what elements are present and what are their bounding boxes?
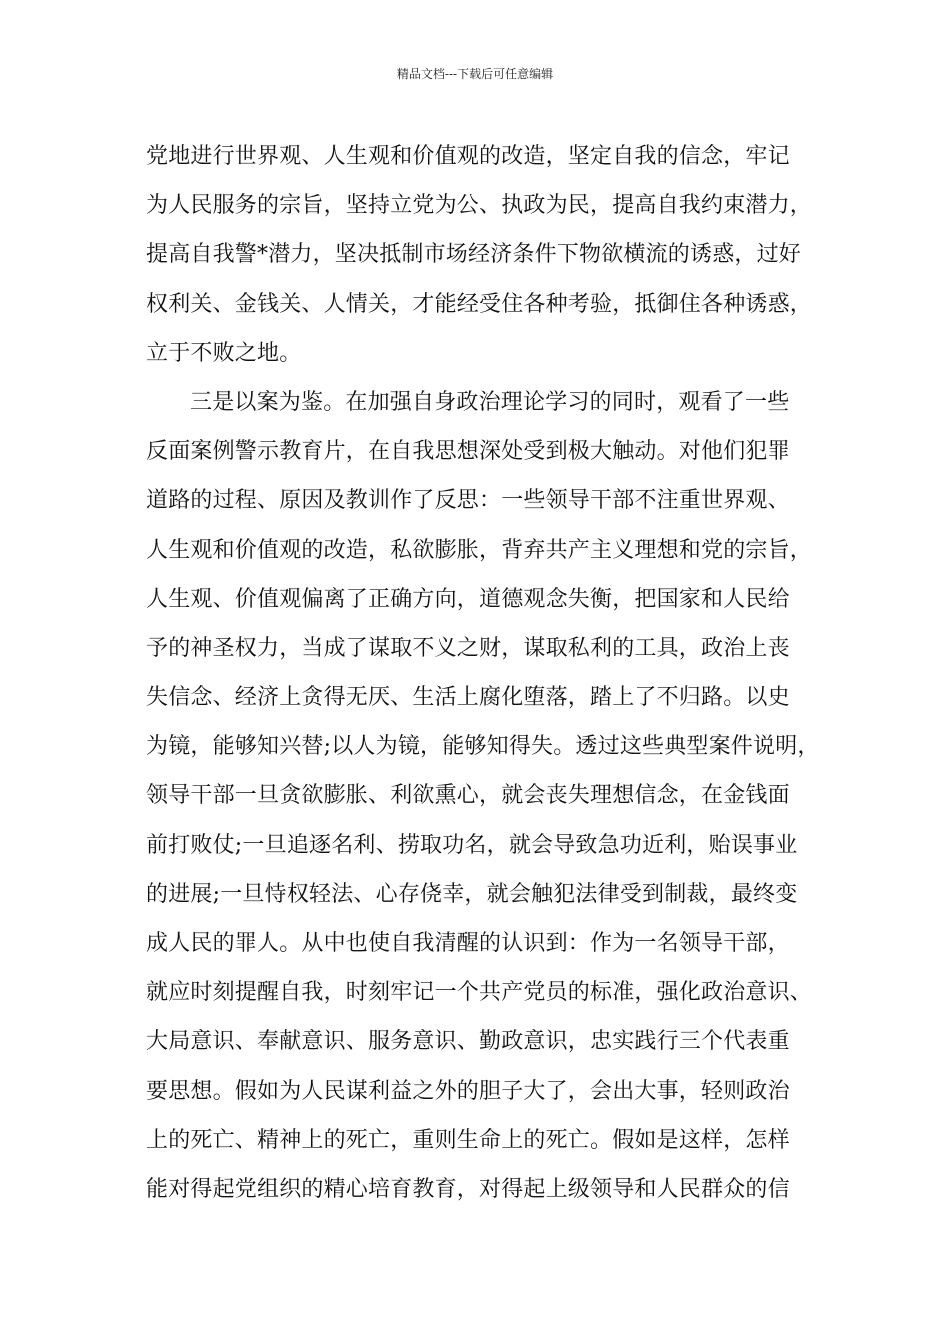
text-line: 予的神圣权力，当成了谋取不义之财，谋取私利的工具，政治上丧 [146,635,790,661]
text-line: 成人民的罪人。从中也使自我清醒的认识到：作为一名领导干部， [146,931,790,956]
text-line: 要思想。假如为人民谋利益之外的胆子大了，会出大事，轻则政治 [146,1078,790,1104]
text-line: 前打败仗;一旦追逐名利、捞取功名，就会导致急功近利，贻误事业 [146,832,798,858]
text-line: 提高自我警*潜力，坚决抵制市场经济条件下物欲横流的诱惑，过好 [146,242,802,268]
text-line: 反面案例警示教育片，在自我思想深处受到极大触动。对他们犯罪 [146,439,790,465]
text-line: 能对得起党组织的精心培育教育，对得起上级领导和人民群众的信 [146,1176,790,1202]
page-header: 精品文档---下载后可任意编辑 [396,67,554,81]
text-line: 失信念、经济上贪得无厌、生活上腐化堕落，踏上了不归路。以史 [146,685,790,711]
body-text [146,132,830,1214]
text-line: 上的死亡、精神上的死亡，重则生命上的死亡。假如是这样，怎样 [146,1127,790,1153]
text-line: 立于不败之地。 [146,340,302,366]
text-line: 党地进行世界观、人生观和价值观的改造，坚定自我的信念，牢记 [146,144,790,169]
text-line: 为人民服务的宗旨，坚持立党为公、执政为民，提高自我约束潜力， [146,193,813,219]
text-line: 人生观和价值观的改造，私欲膨胀，背弃共产主义理想和党的宗旨， [146,537,813,563]
text-line: 为镜，能够知兴替;以人为镜，能够知得失。透过这些典型案件说明， [146,734,820,760]
text-line: 的进展;一旦恃权轻法、心存侥幸，就会触犯法律受到制裁，最终变 [146,881,798,907]
text-line: 领导干部一旦贪欲膨胀、利欲熏心，就会丧失理想信念，在金钱面 [146,783,790,809]
paragraph-start-line: 三是以案为鉴。在加强自身政治理论学习的同时，观看了一些 [190,389,790,415]
text-line: 权利关、金钱关、人情关，才能经受住各种考验，抵御住各种诱惑， [146,291,813,317]
text-line: 道路的过程、原因及教训作了反思：一些领导干部不注重世界观、 [146,488,790,514]
text-line: 大局意识、奉献意识、服务意识、勤政意识，忠实践行三个代表重 [146,1029,790,1055]
text-line: 就应时刻提醒自我，时刻牢记一个共产党员的标准，强化政治意识、 [146,980,813,1006]
text-line: 人生观、价值观偏离了正确方向，道德观念失衡，把国家和人民给 [146,586,790,612]
